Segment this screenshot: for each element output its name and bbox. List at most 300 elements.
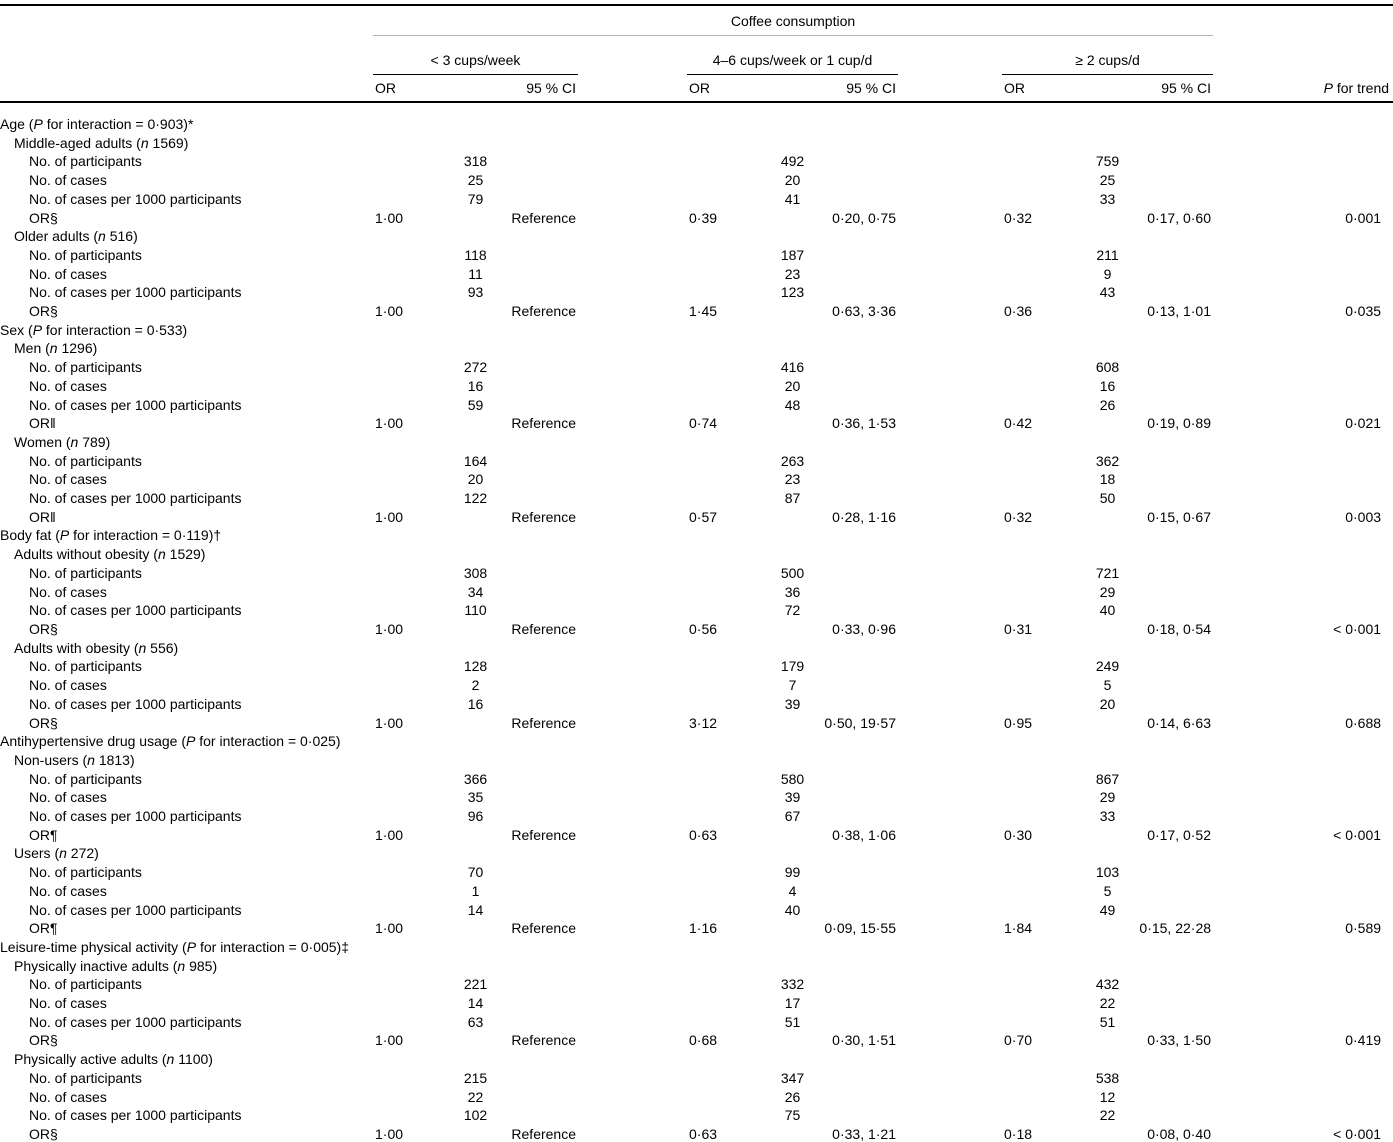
spacer-cell <box>578 657 687 676</box>
or-column-header: OR <box>687 75 757 103</box>
ci-value: Reference <box>511 714 576 731</box>
row-label: No. of participants <box>29 452 142 469</box>
section-row <box>0 732 1393 751</box>
subgroup-row <box>0 957 1393 976</box>
count-row-per1000 <box>0 901 1393 920</box>
row-label: No. of cases per 1000 participants <box>29 695 242 712</box>
or-row-label: OR¶ <box>29 826 58 843</box>
p-trend-empty <box>1213 1106 1393 1125</box>
spacer-cell <box>898 246 1002 265</box>
group-header-row <box>0 36 1393 75</box>
ci-value: 0·15, 22·28 <box>1139 920 1212 937</box>
subgroup-row <box>0 227 1393 246</box>
p-trend-value: 0·001 <box>1345 209 1382 226</box>
p-trend-empty <box>1213 994 1393 1013</box>
spacer-cell <box>898 994 1002 1013</box>
count-value: 25 <box>1099 172 1116 189</box>
count-value: 96 <box>467 808 484 825</box>
spacer-cell <box>898 377 1002 396</box>
count-row-participants <box>0 358 1393 377</box>
or-value: 1·00 <box>375 620 404 637</box>
or-value: 3·12 <box>689 714 718 731</box>
section-label: Leisure-time physical activity (P for interaction = 0·005)‡ <box>0 938 349 955</box>
spacer-cell <box>898 396 1002 415</box>
column-header-row <box>0 75 1393 103</box>
section-row <box>0 938 1393 957</box>
count-value: 43 <box>1099 284 1116 301</box>
spacer-cell <box>898 209 1002 228</box>
row-label: No. of cases <box>29 789 107 806</box>
count-value: 63 <box>467 1013 484 1030</box>
ci-value: 0·13, 1·01 <box>1147 303 1212 320</box>
count-row-participants <box>0 1069 1393 1088</box>
or-value: 0·36 <box>1004 303 1033 320</box>
ci-value: 0·18, 0·54 <box>1147 620 1212 637</box>
count-value: 70 <box>467 864 484 881</box>
count-row-participants <box>0 975 1393 994</box>
count-row-cases <box>0 994 1393 1013</box>
spacer-cell <box>898 601 1002 620</box>
section-label: Body fat (P for interaction = 0·119)† <box>0 527 222 544</box>
count-value: 33 <box>1099 190 1116 207</box>
p-trend-empty <box>1213 564 1393 583</box>
spacer-cell <box>578 152 687 171</box>
subgroup-row <box>0 751 1393 770</box>
subgroup-row <box>0 844 1393 863</box>
p-trend-empty <box>1213 583 1393 602</box>
p-trend-empty <box>1213 975 1393 994</box>
or-row-label: OR¶ <box>29 920 58 937</box>
spacer-cell <box>578 396 687 415</box>
or-value: 1·00 <box>375 826 404 843</box>
subgroup-label: Physically inactive adults (n 985) <box>14 957 218 974</box>
row-label: No. of cases <box>29 377 107 394</box>
count-value: 867 <box>1095 770 1120 787</box>
count-value: 23 <box>784 471 801 488</box>
spacer-cell <box>898 358 1002 377</box>
or-row <box>0 919 1393 938</box>
count-value: 4 <box>788 882 797 899</box>
or-value: 0·32 <box>1004 508 1033 525</box>
or-value: 1·00 <box>375 714 404 731</box>
subgroup-label: Adults with obesity (n 556) <box>14 639 179 656</box>
spacer-cell <box>898 882 1002 901</box>
count-row-cases <box>0 265 1393 284</box>
count-row-cases <box>0 470 1393 489</box>
count-value: 22 <box>467 1088 484 1105</box>
row-label: No. of cases <box>29 265 107 282</box>
p-trend-empty <box>1213 1088 1393 1107</box>
spacer-cell <box>578 302 687 321</box>
spacer-cell <box>578 676 687 695</box>
spacer-cell <box>578 1088 687 1107</box>
spacer-cell <box>898 695 1002 714</box>
count-row-participants <box>0 452 1393 471</box>
spacer-cell <box>898 564 1002 583</box>
spacer-cell <box>578 601 687 620</box>
row-label: No. of cases per 1000 participants <box>29 808 242 825</box>
count-row-cases <box>0 1088 1393 1107</box>
spacer-cell <box>898 901 1002 920</box>
count-value: 9 <box>1103 265 1112 282</box>
spacer-cell <box>898 863 1002 882</box>
or-value: 0·63 <box>689 1125 718 1142</box>
group-heading-3: ≥ 2 cups/d <box>1002 36 1213 75</box>
count-value: 26 <box>1099 396 1116 413</box>
spacer-cell <box>898 1031 1002 1050</box>
section-label: Age (P for interaction = 0·903)* <box>0 116 194 132</box>
row-label: No. of cases per 1000 participants <box>29 190 242 207</box>
ci-value: 0·33, 1·21 <box>832 1125 896 1142</box>
spacer-cell <box>898 620 1002 639</box>
spacer-cell <box>578 564 687 583</box>
subgroup-label: Older adults (n 516) <box>14 228 138 245</box>
count-row-participants <box>0 246 1393 265</box>
count-value: 23 <box>784 265 801 282</box>
ci-value: 0·36, 1·53 <box>832 415 896 432</box>
spacer-cell <box>578 583 687 602</box>
spacer-cell <box>898 1106 1002 1125</box>
count-value: 35 <box>467 789 484 806</box>
section-row <box>0 321 1393 340</box>
count-value: 721 <box>1095 564 1120 581</box>
count-value: 40 <box>1099 602 1116 619</box>
spacer-cell <box>578 695 687 714</box>
row-label: No. of cases <box>29 471 107 488</box>
or-value: 0·31 <box>1004 620 1033 637</box>
spacer-cell <box>898 826 1002 845</box>
spacer-cell <box>898 489 1002 508</box>
count-row-per1000 <box>0 1013 1393 1032</box>
or-value: 0·18 <box>1004 1125 1033 1142</box>
count-row-per1000 <box>0 601 1393 620</box>
p-trend-empty <box>1213 901 1393 920</box>
p-trend-value: 0·419 <box>1345 1032 1382 1049</box>
ci-value: Reference <box>511 1125 576 1142</box>
p-trend-empty <box>1213 470 1393 489</box>
count-row-participants <box>0 770 1393 789</box>
p-trend-empty <box>1213 770 1393 789</box>
count-value: 79 <box>467 190 484 207</box>
p-trend-empty <box>1213 601 1393 620</box>
spacer-cell <box>1213 5 1393 36</box>
count-value: 263 <box>780 452 805 469</box>
row-label: No. of participants <box>29 658 142 675</box>
subgroup-row <box>0 545 1393 564</box>
spacer-cell <box>1213 36 1393 75</box>
or-value: 0·42 <box>1004 415 1033 432</box>
spacer-cell <box>578 1069 687 1088</box>
spacer-cell <box>578 788 687 807</box>
p-trend-empty <box>1213 283 1393 302</box>
row-label: No. of cases per 1000 participants <box>29 602 242 619</box>
count-value: 5 <box>1103 882 1112 899</box>
spanner-row <box>0 5 1393 36</box>
count-row-cases <box>0 882 1393 901</box>
or-value: 1·00 <box>375 415 404 432</box>
or-value: 0·32 <box>1004 209 1033 226</box>
p-trend-empty <box>1213 396 1393 415</box>
spacer-cell <box>0 5 373 36</box>
count-row-participants <box>0 564 1393 583</box>
spacer-cell <box>0 36 373 75</box>
count-value: 16 <box>1099 377 1116 394</box>
count-value: 20 <box>784 172 801 189</box>
p-trend-empty <box>1213 863 1393 882</box>
p-trend-empty <box>1213 246 1393 265</box>
p-trend-value: 0·589 <box>1345 920 1382 937</box>
p-trend-value: < 0·001 <box>1333 620 1382 637</box>
spacer-cell <box>898 1013 1002 1032</box>
count-value: 759 <box>1095 153 1120 170</box>
count-value: 123 <box>780 284 805 301</box>
subgroup-row <box>0 134 1393 153</box>
count-value: 118 <box>464 246 487 263</box>
or-row <box>0 508 1393 527</box>
spacer-cell <box>898 1069 1002 1088</box>
count-value: 432 <box>1095 976 1120 993</box>
count-value: 39 <box>784 789 801 806</box>
subgroup-row <box>0 1050 1393 1069</box>
count-value: 2 <box>471 677 480 694</box>
count-value: 48 <box>784 396 801 413</box>
count-value: 20 <box>1099 695 1116 712</box>
spacer-cell <box>578 36 687 75</box>
count-value: 36 <box>784 583 801 600</box>
spacer-cell <box>578 901 687 920</box>
section-label: Antihypertensive drug usage (P for interaction = 0·025) <box>0 733 341 750</box>
count-row-cases <box>0 377 1393 396</box>
spacer-cell <box>578 75 687 103</box>
p-trend-empty <box>1213 1013 1393 1032</box>
row-label: No. of cases per 1000 participants <box>29 1107 242 1124</box>
p-trend-empty <box>1213 882 1393 901</box>
p-trend-empty <box>1213 358 1393 377</box>
p-trend-value: < 0·001 <box>1333 826 1382 843</box>
or-value: 1·00 <box>375 508 404 525</box>
row-label: No. of participants <box>29 564 142 581</box>
count-value: 29 <box>1099 789 1116 806</box>
spacer-cell <box>898 75 1002 103</box>
spacer-cell <box>578 171 687 190</box>
or-value: 0·56 <box>689 620 718 637</box>
spacer-cell <box>898 919 1002 938</box>
p-trend-empty <box>1213 1069 1393 1088</box>
or-row <box>0 826 1393 845</box>
row-label: No. of participants <box>29 246 142 263</box>
count-row-per1000 <box>0 190 1393 209</box>
p-trend-empty <box>1213 171 1393 190</box>
spacer-cell <box>578 714 687 733</box>
count-row-per1000 <box>0 807 1393 826</box>
spacer-cell <box>578 826 687 845</box>
count-value: 221 <box>463 976 488 993</box>
count-value: 179 <box>780 658 805 675</box>
count-value: 500 <box>780 564 805 581</box>
count-value: 33 <box>1099 808 1116 825</box>
or-value: 1·00 <box>375 303 404 320</box>
section-label: Sex (P for interaction = 0·533) <box>0 321 188 338</box>
spacer-cell <box>898 414 1002 433</box>
row-label: No. of cases <box>29 1088 107 1105</box>
count-value: 25 <box>467 172 484 189</box>
count-value: 318 <box>463 153 488 170</box>
count-value: 128 <box>463 658 488 675</box>
or-value: 0·39 <box>689 209 718 226</box>
ci-value: 0·17, 0·52 <box>1147 826 1212 843</box>
count-value: 20 <box>784 377 801 394</box>
or-value: 1·00 <box>375 1125 404 1142</box>
count-value: 49 <box>1099 901 1116 918</box>
spacer-cell <box>578 265 687 284</box>
row-label: No. of cases <box>29 172 107 189</box>
spacer-cell <box>898 975 1002 994</box>
count-value: 362 <box>1095 452 1120 469</box>
p-trend-empty <box>1213 657 1393 676</box>
count-value: 75 <box>784 1107 801 1124</box>
spacer-cell <box>578 770 687 789</box>
or-value: 1·00 <box>375 920 404 937</box>
ci-value: Reference <box>511 415 576 432</box>
p-trend-empty <box>1213 452 1393 471</box>
row-label: No. of cases <box>29 583 107 600</box>
or-value: 0·57 <box>689 508 718 525</box>
row-label: No. of participants <box>29 1069 142 1086</box>
count-value: 366 <box>463 770 488 787</box>
count-value: 538 <box>1095 1069 1120 1086</box>
subgroup-label: Women (n 789) <box>14 433 111 450</box>
count-value: 51 <box>1099 1013 1116 1030</box>
count-value: 12 <box>1099 1088 1116 1105</box>
or-row <box>0 1125 1393 1142</box>
p-trend-empty <box>1213 152 1393 171</box>
count-row-participants <box>0 657 1393 676</box>
ci-value: 0·33, 0·96 <box>832 620 896 637</box>
count-value: 16 <box>467 695 484 712</box>
p-trend-empty <box>1213 190 1393 209</box>
count-value: 492 <box>780 153 805 170</box>
spacer-cell <box>578 190 687 209</box>
spacer-cell <box>578 863 687 882</box>
row-label: No. of cases <box>29 882 107 899</box>
group-heading-1: < 3 cups/week <box>373 36 578 75</box>
or-row-label: OR§ <box>29 209 58 226</box>
spacer-cell <box>898 283 1002 302</box>
count-value: 332 <box>780 976 805 993</box>
spacer-cell <box>898 152 1002 171</box>
spacer-cell <box>898 657 1002 676</box>
spacer-cell <box>578 489 687 508</box>
spacer-cell <box>898 265 1002 284</box>
or-row-label: OR§ <box>29 714 58 731</box>
spacer-cell <box>898 508 1002 527</box>
spacer-cell <box>898 807 1002 826</box>
p-trend-value: 0·003 <box>1345 508 1382 525</box>
spacer-cell <box>578 209 687 228</box>
spacer-cell <box>898 190 1002 209</box>
count-row-per1000 <box>0 1106 1393 1125</box>
count-value: 67 <box>784 808 801 825</box>
count-value: 1 <box>471 882 480 899</box>
subgroup-label: Users (n 272) <box>14 845 99 862</box>
or-value: 1·84 <box>1004 920 1033 937</box>
spacer-cell <box>578 246 687 265</box>
subgroup-label: Non-users (n 1813) <box>14 751 135 768</box>
section-row <box>0 526 1393 545</box>
subgroup-row <box>0 433 1393 452</box>
p-trend-empty <box>1213 695 1393 714</box>
spacer-cell <box>578 807 687 826</box>
ci-column-header: 95 % CI <box>1072 75 1213 103</box>
section-row <box>0 102 1393 134</box>
count-row-participants <box>0 152 1393 171</box>
spacer-cell <box>898 1125 1002 1142</box>
subgroup-label: Middle-aged adults (n 1569) <box>14 134 189 151</box>
spacer-cell <box>898 171 1002 190</box>
spacer-cell <box>578 1125 687 1142</box>
ci-value: 0·20, 0·75 <box>832 209 896 226</box>
ci-value: 0·09, 15·55 <box>824 920 896 937</box>
p-trend-empty <box>1213 807 1393 826</box>
subgroup-row <box>0 639 1393 658</box>
spacer-cell <box>898 676 1002 695</box>
row-label: No. of cases per 1000 participants <box>29 901 242 918</box>
spacer-cell <box>578 620 687 639</box>
count-value: 211 <box>1096 246 1119 263</box>
spacer-cell <box>578 508 687 527</box>
spacer-cell <box>898 1088 1002 1107</box>
p-trend-value: 0·021 <box>1345 415 1382 432</box>
p-trend-empty <box>1213 265 1393 284</box>
ci-column-header: 95 % CI <box>438 75 578 103</box>
spacer-cell <box>578 377 687 396</box>
spacer-cell <box>578 1106 687 1125</box>
or-value: 1·45 <box>689 303 718 320</box>
or-row-label: OR‖ <box>29 508 56 525</box>
spacer-cell <box>898 583 1002 602</box>
group-heading-2: 4–6 cups/week or 1 cup/d <box>687 36 898 75</box>
ci-value: 0·19, 0·89 <box>1147 415 1212 432</box>
subgroup-label: Men (n 1296) <box>14 340 98 357</box>
count-value: 18 <box>1099 471 1116 488</box>
count-value: 59 <box>467 396 484 413</box>
or-column-header: OR <box>1002 75 1072 103</box>
spacer-cell <box>578 1031 687 1050</box>
count-row-cases <box>0 171 1393 190</box>
ci-value: Reference <box>511 209 576 226</box>
count-value: 580 <box>780 770 805 787</box>
ci-column-header: 95 % CI <box>757 75 898 103</box>
count-row-per1000 <box>0 695 1393 714</box>
count-value: 51 <box>784 1013 801 1030</box>
or-value: 1·00 <box>375 1032 404 1049</box>
or-value: 0·68 <box>689 1032 718 1049</box>
count-value: 93 <box>467 284 484 301</box>
p-trend-value: 0·688 <box>1345 714 1382 731</box>
count-value: 34 <box>467 583 484 600</box>
spacer-cell <box>578 414 687 433</box>
subgroup-label: Adults without obesity (n 1529) <box>14 546 206 563</box>
count-value: 50 <box>1099 490 1116 507</box>
ci-value: Reference <box>511 826 576 843</box>
count-value: 14 <box>467 901 484 918</box>
p-trend-empty <box>1213 676 1393 695</box>
ci-value: 0·14, 6·63 <box>1147 714 1212 731</box>
spacer-cell <box>578 882 687 901</box>
count-value: 347 <box>780 1069 805 1086</box>
ci-value: Reference <box>511 508 576 525</box>
row-label: No. of participants <box>29 153 142 170</box>
